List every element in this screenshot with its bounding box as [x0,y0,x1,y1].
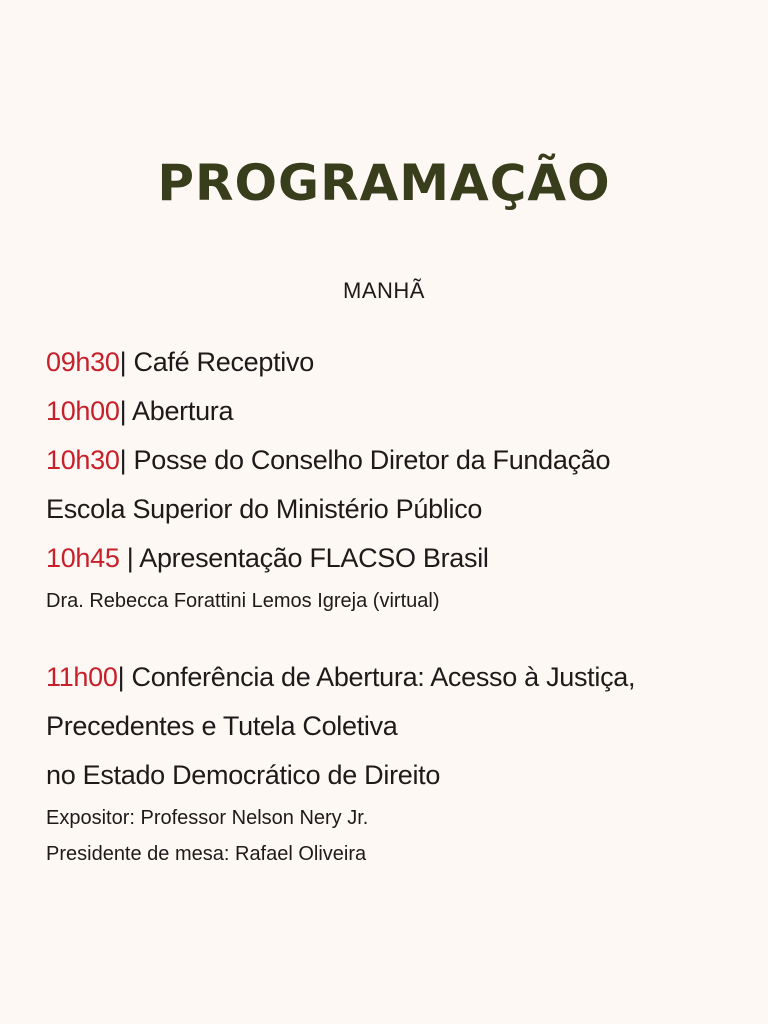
schedule-time: 10h00 [46,396,120,426]
schedule-text: Posse do Conselho Diretor da Fundação [133,445,611,475]
schedule-item-posse-continuation: Escola Superior do Ministério Público [46,494,483,524]
schedule-text: Apresentação FLACSO Brasil [139,543,489,573]
separator: | [119,445,134,475]
section-gap [46,619,746,653]
separator: | [119,543,140,573]
schedule-time: 11h00 [46,662,118,692]
schedule-item-conferencia-expositor: Expositor: Professor Nelson Nery Jr. [46,807,369,829]
schedule-text: Abertura [132,396,234,426]
schedule-time: 10h30 [46,445,120,475]
schedule-item-conferencia-continuation: Precedentes e Tutela Coletiva [46,711,398,741]
schedule-item-conferencia-continuation: no Estado Democrático de Direito [46,760,441,790]
page-title: PROGRAMAÇÃO [157,154,611,212]
schedule-item-cafe [46,338,746,387]
period-subtitle: MANHÃ [343,278,425,303]
schedule-list [46,338,746,872]
separator: | [117,662,132,692]
schedule-text: Conferência de Abertura: Acesso à Justiça, [131,662,636,692]
separator: | [119,396,133,426]
schedule-time: 09h30 [46,347,120,377]
schedule-item-flacso [46,534,746,583]
schedule-item-abertura [46,387,746,436]
schedule-item-conferencia [46,653,746,702]
schedule-time: 10h45 [46,543,120,573]
schedule-text: Café Receptivo [133,347,314,377]
schedule-item-conferencia-presidente: Presidente de mesa: Rafael Oliveira [46,843,367,865]
schedule-item-flacso-speaker: Dra. Rebecca Forattini Lemos Igreja (virtual) [46,590,440,612]
separator: | [119,347,134,377]
schedule-item-posse [46,436,746,485]
